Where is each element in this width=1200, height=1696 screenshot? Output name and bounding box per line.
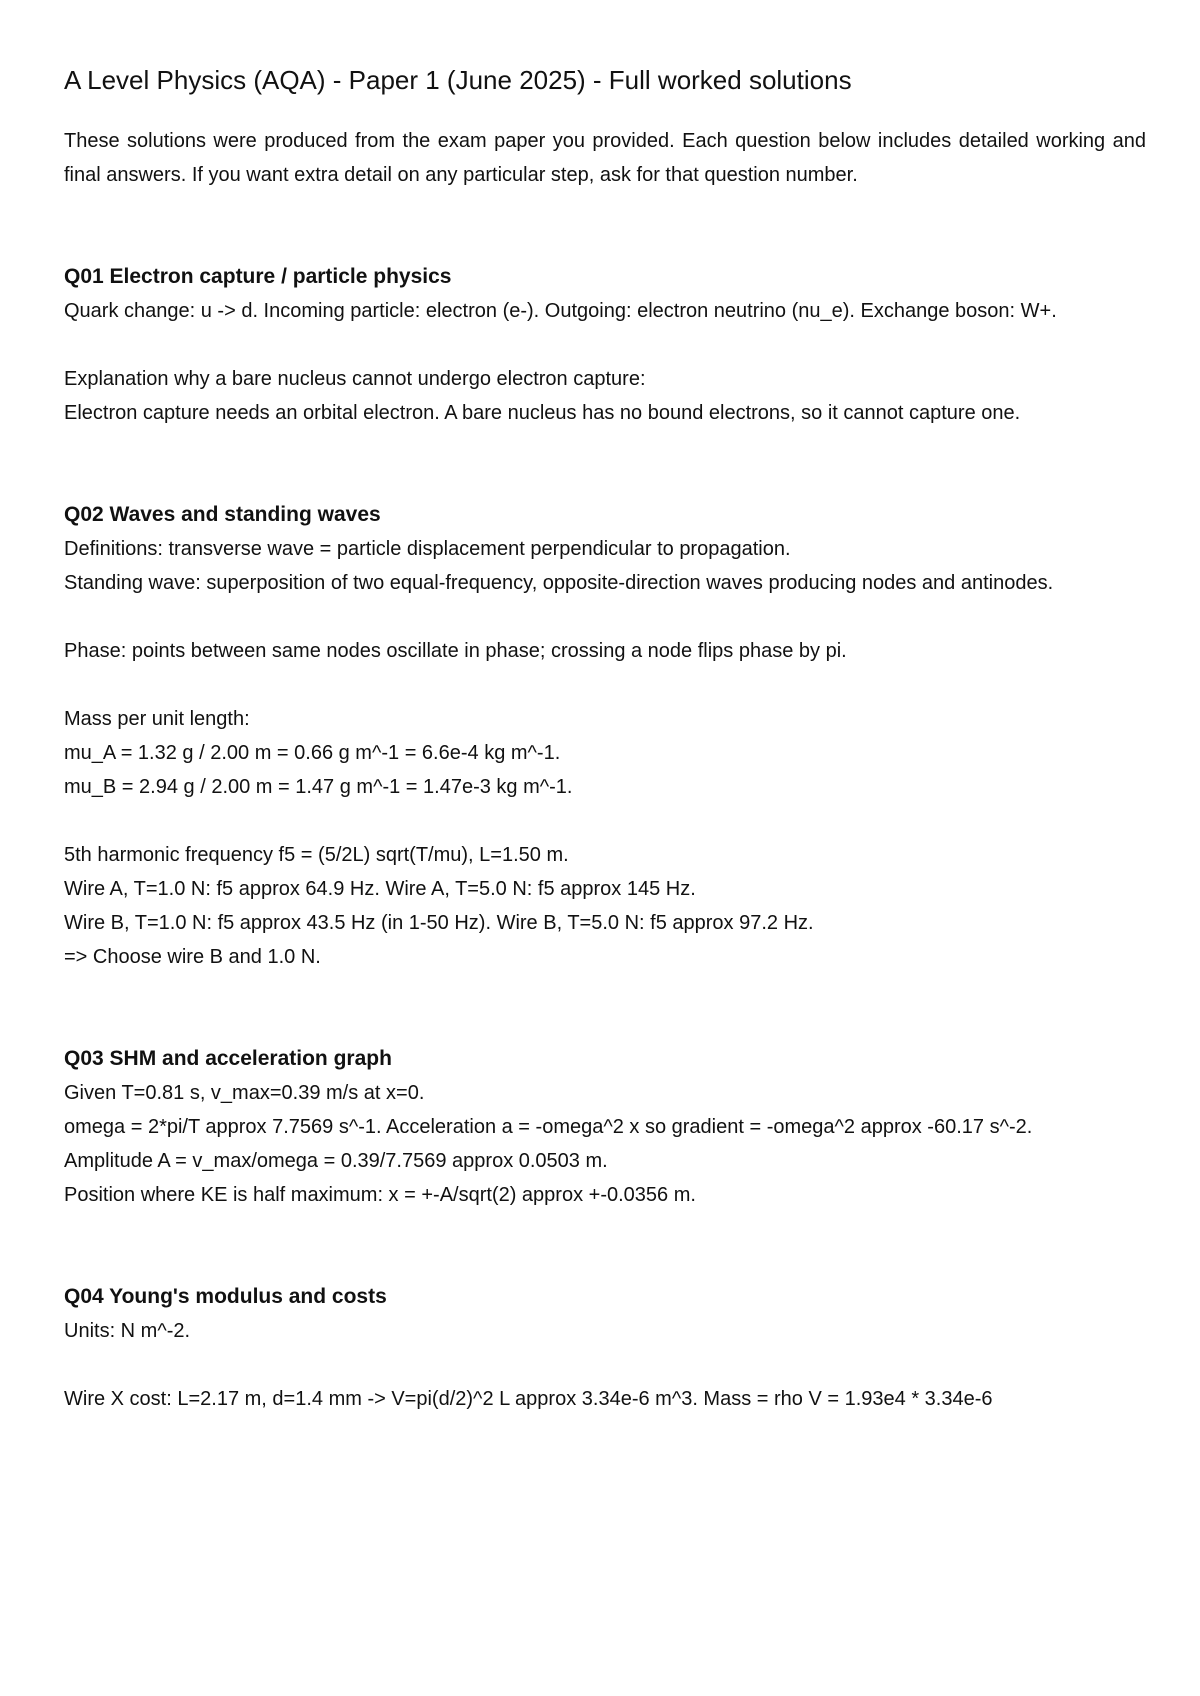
text-line: omega = 2*pi/T approx 7.7569 s^-1. Acceleration a = -omega^2 x so gradient = -omega^2 approx -60.17 s^-2. xyxy=(64,1116,1033,1138)
text-line: Units: N m^-2. xyxy=(64,1320,191,1342)
document-page xyxy=(64,58,1146,1416)
text-line: mu_B = 2.94 g / 2.00 m = 1.47 g m^-1 = 1.47e-3 kg m^-1. xyxy=(64,776,573,798)
text-line: Definitions: transverse wave = particle displacement perpendicular to propagation. xyxy=(64,538,791,560)
text-line: Mass per unit length: xyxy=(64,708,250,730)
text-line: Wire A, T=1.0 N: f5 approx 64.9 Hz. Wire A, T=5.0 N: f5 approx 145 Hz. xyxy=(64,878,696,900)
section-heading: Q01 Electron capture / particle physics xyxy=(64,265,452,288)
text-line: Explanation why a bare nucleus cannot undergo electron capture: xyxy=(64,368,646,390)
section-heading: Q04 Young's modulus and costs xyxy=(64,1285,387,1308)
text-line: Standing wave: superposition of two equal-frequency, opposite-direction waves producing nodes and antinodes. xyxy=(64,572,1054,594)
text-line: Quark change: u -> d. Incoming particle: electron (e-). Outgoing: electron neutrino (nu_e). Exchange boson: W+. xyxy=(64,300,1057,322)
section-heading: Q02 Waves and standing waves xyxy=(64,503,381,526)
text-line: => Choose wire B and 1.0 N. xyxy=(64,946,321,968)
text-line: Wire B, T=1.0 N: f5 approx 43.5 Hz (in 1-50 Hz). Wire B, T=5.0 N: f5 approx 97.2 Hz. xyxy=(64,912,814,934)
text-line: Phase: points between same nodes oscillate in phase; crossing a node flips phase by pi. xyxy=(64,640,847,662)
intro-paragraph: These solutions were produced from the exam paper you provided. Each question below includes detailed working and final answers. If you want extra detail on any particular step, ask for that question number. xyxy=(64,130,1146,186)
section-q03 xyxy=(64,1042,1146,1212)
section-q04 xyxy=(64,1280,1146,1416)
section-q02 xyxy=(64,498,1146,974)
text-line: Position where KE is half maximum: x = +-A/sqrt(2) approx +-0.0356 m. xyxy=(64,1184,696,1206)
document-title: A Level Physics (AQA) - Paper 1 (June 2025) - Full worked solutions xyxy=(64,65,852,95)
text-line: Given T=0.81 s, v_max=0.39 m/s at x=0. xyxy=(64,1082,425,1104)
text-line: Amplitude A = v_max/omega = 0.39/7.7569 approx 0.0503 m. xyxy=(64,1150,608,1172)
section-q01 xyxy=(64,260,1146,430)
text-line: mu_A = 1.32 g / 2.00 m = 0.66 g m^-1 = 6.6e-4 kg m^-1. xyxy=(64,742,561,764)
text-line: 5th harmonic frequency f5 = (5/2L) sqrt(T/mu), L=1.50 m. xyxy=(64,844,569,866)
text-line: Wire X cost: L=2.17 m, d=1.4 mm -> V=pi(d/2)^2 L approx 3.34e-6 m^3. Mass = rho V = 1.93e4 * 3.34e-6 xyxy=(64,1388,993,1410)
text-line: Electron capture needs an orbital electron. A bare nucleus has no bound electrons, so it cannot capture one. xyxy=(64,402,1021,424)
section-heading: Q03 SHM and acceleration graph xyxy=(64,1047,392,1070)
